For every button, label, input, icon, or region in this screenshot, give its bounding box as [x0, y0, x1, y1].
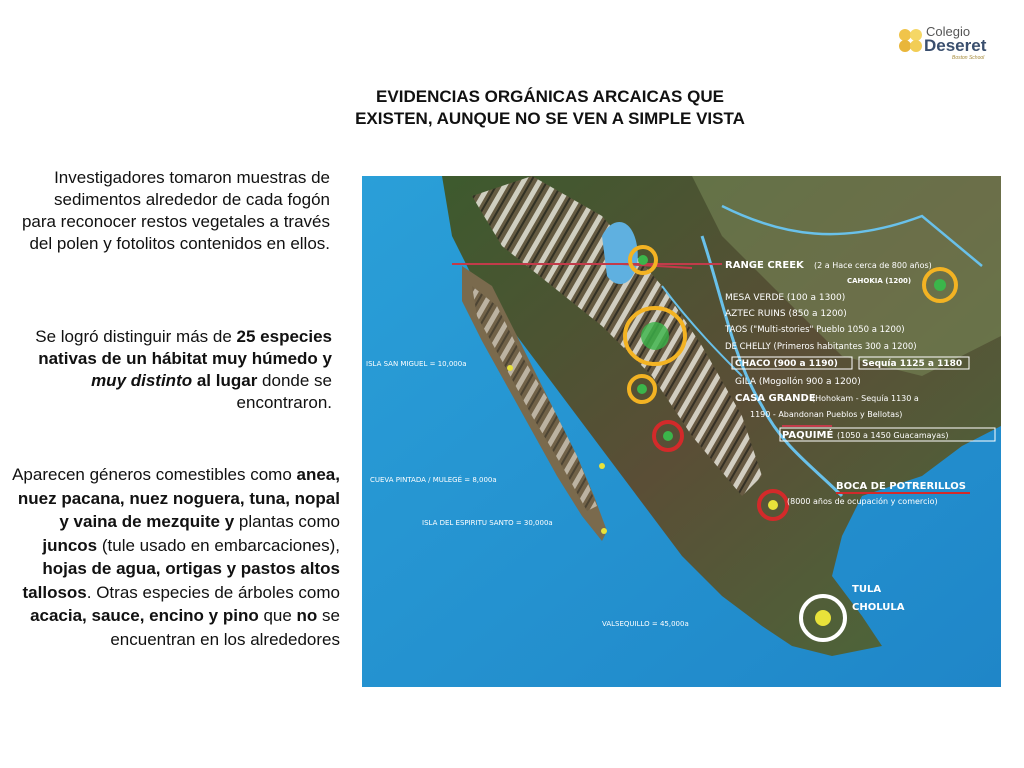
p2-text-2: donde se encontraron.	[236, 371, 332, 412]
honeycomb-icon	[896, 26, 926, 56]
p3-text-6: se encuentran en los alrededores	[110, 606, 340, 649]
p3-bold-3: hojas de agua, ortigas y pastos altos tallosos	[22, 559, 340, 602]
paragraph-3	[10, 463, 340, 651]
logo-line3: Boston School	[952, 55, 985, 61]
label-isla-espiritu: ISLA DEL ESPIRITU SANTO = 30,000a	[422, 519, 553, 527]
p2-bold-italic: muy distinto	[91, 371, 193, 390]
p3-bold-5: no	[296, 606, 318, 625]
slide-title	[250, 86, 850, 130]
label-range-creek-note: (2 a Hace cerca de 800 años)	[814, 261, 932, 270]
p2-bold-1: 25 especies nativas de un hábitat muy húmedo y	[38, 327, 332, 368]
label-tula: TULA	[852, 584, 882, 595]
label-chaco: CHACO (900 a 1190)	[735, 359, 838, 369]
school-logo	[896, 22, 1006, 64]
p3-text-2: plantas como	[234, 512, 340, 531]
archaeological-map	[362, 176, 1001, 687]
island-marker-cueva	[599, 463, 605, 469]
island-marker-san-miguel	[507, 365, 513, 371]
label-casa-grande-note2: 1190 - Abandonan Pueblos y Bellotas)	[750, 410, 903, 419]
label-aztec-ruins: AZTEC RUINS (850 a 1200)	[725, 309, 847, 319]
map-svg	[362, 176, 1001, 687]
p3-text-5: que	[258, 606, 297, 625]
p3-text-4: . Otras especies de árboles como	[86, 582, 340, 602]
paragraph-1: Investigadores tomaron muestras de sedimentos alrededor de cada fogón para reconocer restos vegetales a través del polen y fotolitos contenidos en ellos.	[21, 168, 330, 253]
site-dot-paquime	[663, 431, 673, 441]
label-taos: TAOS ("Multi-stories" Pueblo 1050 a 1200)	[725, 325, 905, 335]
label-boca-note: (8000 años de ocupación y comercio)	[787, 497, 938, 506]
label-paquime: PAQUIMÉ	[782, 430, 834, 441]
title-line2: EXISTEN, AUNQUE NO SE VEN A SIMPLE VISTA	[355, 109, 745, 128]
label-casa-grande-note: (Hohokam - Sequía 1130 a	[812, 394, 919, 403]
label-gila: GILA (Mogollón 900 a 1200)	[735, 377, 861, 387]
site-dot-cahokia	[934, 279, 946, 291]
site-dot-boca	[768, 500, 778, 510]
label-cueva-pintada: CUEVA PINTADA / MULEGÉ = 8,000a	[370, 476, 497, 484]
label-cholula: CHOLULA	[852, 602, 905, 613]
label-paquime-note: (1050 a 1450 Guacamayas)	[837, 431, 949, 440]
p3-bold-1: anea, nuez pacana, nuez noguera, tuna, nopal y vaina de mezquite y	[17, 465, 340, 531]
site-dot-four-corners	[641, 322, 669, 350]
site-dot-range-creek	[638, 255, 648, 265]
label-mesa-verde: MESA VERDE (100 a 1300)	[725, 293, 846, 303]
label-valsequillo: VALSEQUILLO = 45,000a	[602, 620, 689, 628]
label-casa-grande: CASA GRANDE	[735, 393, 816, 404]
label-sequia: Sequía 1125 a 1180	[862, 359, 963, 369]
paragraph-2	[20, 326, 332, 414]
site-dot-tula-cholula	[815, 610, 831, 626]
label-range-creek: RANGE CREEK	[725, 260, 804, 271]
label-cahokia: CAHOKIA (1200)	[847, 277, 912, 285]
p3-bold-4: acacia, sauce, encino y pino	[30, 606, 259, 625]
label-boca-potrerillos: BOCA DE POTRERILLOS	[836, 481, 966, 492]
logo-line1: Colegio	[926, 24, 971, 39]
title-line1: EVIDENCIAS ORGÁNICAS ARCAICAS QUE	[376, 87, 724, 106]
p2-text-1: Se logró distinguir más de	[35, 327, 237, 346]
p2-bold-2: al lugar	[192, 371, 258, 390]
label-de-chelly: DE CHELLY (Primeros habitantes 300 a 1200)	[725, 342, 917, 352]
island-marker-espiritu	[601, 528, 607, 534]
label-isla-san-miguel: ISLA SAN MIGUEL = 10,000a	[366, 360, 467, 368]
logo-line2: Deseret	[924, 36, 987, 55]
p3-text-3: (tule usado en embarcaciones),	[97, 535, 340, 555]
site-dot-gila	[637, 384, 647, 394]
p3-bold-2: juncos	[42, 535, 98, 555]
p3-text-1: Aparecen géneros comestibles como	[12, 465, 297, 484]
